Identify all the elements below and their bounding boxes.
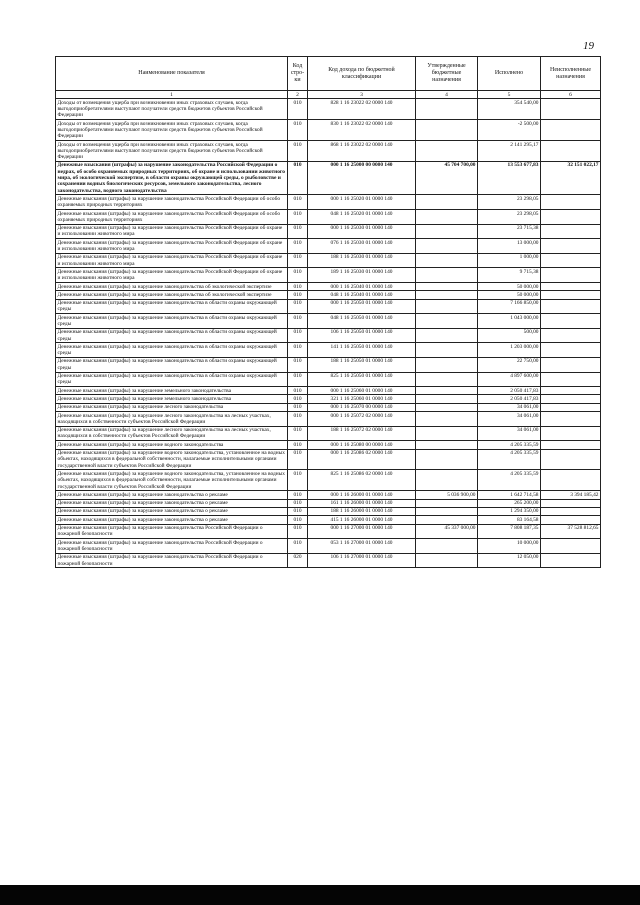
row-executed: 2 141 295,17 bbox=[478, 141, 541, 162]
row-approved bbox=[416, 314, 478, 329]
row-name: Денежные взыскания (штрафы) за нарушение законодательства Российской Федерации о пожарной безопасности bbox=[56, 539, 288, 554]
table-row bbox=[56, 412, 601, 427]
row-executed: 4 205 335,59 bbox=[478, 441, 541, 449]
row-line-code: 010 bbox=[288, 268, 308, 283]
row-approved bbox=[416, 99, 478, 120]
row-line-code: 010 bbox=[288, 239, 308, 254]
row-approved bbox=[416, 291, 478, 299]
row-budget-code: 161 1 16 26000 01 0000 140 bbox=[308, 499, 416, 507]
row-executed: 1 203 000,00 bbox=[478, 343, 541, 358]
row-executed: 83 164,58 bbox=[478, 516, 541, 524]
row-line-code: 010 bbox=[288, 372, 308, 387]
row-line-code: 010 bbox=[288, 516, 308, 524]
row-unexecuted bbox=[541, 539, 601, 554]
row-executed: 34 061,00 bbox=[478, 412, 541, 427]
row-budget-code: 830 1 16 23022 02 0000 140 bbox=[308, 120, 416, 141]
table-row bbox=[56, 387, 601, 395]
row-approved bbox=[416, 210, 478, 225]
row-budget-code: 053 1 16 27000 01 0000 140 bbox=[308, 539, 416, 554]
row-executed: 22 750,00 bbox=[478, 357, 541, 372]
row-line-code: 020 bbox=[288, 553, 308, 568]
row-name: Денежные взыскания (штрафы) за нарушение водного законодательства, установленное на водных объектах, находящихся в федеральной собственности, налагаемые исполнительными органами государственной власти субъектов Российской Федерации bbox=[56, 470, 288, 491]
row-name: Доходы от возмещения ущерба при возникновении иных страховых случаев, когда выгодоприобретателями выступают получатели средств бюджетов субъектов Российской Федерации bbox=[56, 99, 288, 120]
row-executed: 265 200,00 bbox=[478, 499, 541, 507]
row-budget-code: 048 1 16 25020 01 0000 140 bbox=[308, 210, 416, 225]
header-unexecuted: Неисполненные назначения bbox=[541, 57, 601, 91]
table-row bbox=[56, 224, 601, 239]
row-budget-code: 106 1 16 25050 01 0000 140 bbox=[308, 328, 416, 343]
table-row bbox=[56, 195, 601, 210]
row-approved: 45 337 000,00 bbox=[416, 524, 478, 539]
row-name: Денежные взыскания (штрафы) за нарушение законодательства в области охраны окружающей среды bbox=[56, 299, 288, 314]
row-line-code: 010 bbox=[288, 99, 308, 120]
row-budget-code: 188 1 16 25050 01 0000 140 bbox=[308, 357, 416, 372]
row-budget-code: 048 1 16 25040 01 0000 140 bbox=[308, 291, 416, 299]
row-unexecuted: 3 394 185,42 bbox=[541, 491, 601, 499]
table-row bbox=[56, 141, 601, 162]
row-name: Денежные взыскания (штрафы) за нарушение законодательства Российской Федерации об особо охраняемых природных территориях bbox=[56, 210, 288, 225]
row-name: Денежные взыскания (штрафы) за нарушение лесного законодательства на лесных участках, находящихся в собственности субъектов Российской Федерации bbox=[56, 426, 288, 441]
row-budget-code: 000 1 16 25080 00 0000 140 bbox=[308, 441, 416, 449]
row-name: Денежные взыскания (штрафы) за нарушение земельного законодательства bbox=[56, 395, 288, 403]
row-name: Денежные взыскания (штрафы) за нарушение законодательства в области охраны окружающей среды bbox=[56, 357, 288, 372]
row-unexecuted bbox=[541, 395, 601, 403]
scan-bottom-edge bbox=[0, 885, 640, 905]
row-approved bbox=[416, 403, 478, 411]
row-executed: 7 808 187,35 bbox=[478, 524, 541, 539]
row-unexecuted bbox=[541, 224, 601, 239]
row-executed: 4 897 600,00 bbox=[478, 372, 541, 387]
row-executed: 500,00 bbox=[478, 328, 541, 343]
row-executed: 1 000,00 bbox=[478, 253, 541, 268]
row-line-code: 010 bbox=[288, 291, 308, 299]
header-row bbox=[56, 57, 601, 91]
row-line-code: 010 bbox=[288, 161, 308, 194]
row-executed: 13 000,00 bbox=[478, 239, 541, 254]
row-unexecuted bbox=[541, 343, 601, 358]
row-unexecuted bbox=[541, 291, 601, 299]
row-unexecuted bbox=[541, 99, 601, 120]
row-approved bbox=[416, 299, 478, 314]
row-name: Денежные взыскания (штрафы) за нарушение законодательства Российской Федерации о недрах, об особо охраняемых природных территориях, об охране и использовании животного мира, об экологической экспертизе, в области охраны окружающей среды, о рыболовстве и сохранении водных биологических ресурсов, земельного законодательства, лесного законодательства, водного законодательства bbox=[56, 161, 288, 194]
table-row bbox=[56, 99, 601, 120]
row-budget-code: 188 1 16 25072 02 0000 140 bbox=[308, 426, 416, 441]
row-unexecuted bbox=[541, 403, 601, 411]
row-budget-code: 321 1 16 25060 01 0000 140 bbox=[308, 395, 416, 403]
row-approved bbox=[416, 516, 478, 524]
row-executed: 7 166 850,00 bbox=[478, 299, 541, 314]
table-row bbox=[56, 253, 601, 268]
row-unexecuted bbox=[541, 268, 601, 283]
row-line-code: 010 bbox=[288, 357, 308, 372]
row-unexecuted bbox=[541, 449, 601, 470]
row-unexecuted bbox=[541, 328, 601, 343]
row-name: Денежные взыскания (штрафы) за нарушение законодательства Российской Федерации о пожарной безопасности bbox=[56, 553, 288, 568]
row-executed: -2 500,00 bbox=[478, 120, 541, 141]
row-line-code: 010 bbox=[288, 120, 308, 141]
row-line-code: 010 bbox=[288, 141, 308, 162]
row-executed: 2 050 417,83 bbox=[478, 395, 541, 403]
table-row bbox=[56, 524, 601, 539]
column-number: 3 bbox=[308, 91, 416, 99]
row-executed: 354 540,00 bbox=[478, 99, 541, 120]
row-name: Денежные взыскания (штрафы) за нарушение законодательства о рекламе bbox=[56, 516, 288, 524]
row-budget-code: 188 1 16 25030 01 0000 140 bbox=[308, 253, 416, 268]
row-approved bbox=[416, 357, 478, 372]
row-budget-code: 189 1 16 25030 01 0000 140 bbox=[308, 268, 416, 283]
row-executed: 10 000,00 bbox=[478, 539, 541, 554]
row-approved bbox=[416, 283, 478, 291]
header-budget-code: Код дохода по бюджетной классификации bbox=[308, 57, 416, 91]
row-name: Денежные взыскания (штрафы) за нарушение законодательства в области охраны окружающей среды bbox=[56, 314, 288, 329]
row-executed: 23 298,05 bbox=[478, 210, 541, 225]
row-executed: 4 205 335,59 bbox=[478, 449, 541, 470]
table-row bbox=[56, 239, 601, 254]
row-name: Денежные взыскания (штрафы) за нарушение лесного законодательства bbox=[56, 403, 288, 411]
row-approved bbox=[416, 268, 478, 283]
row-approved: 5 036 900,00 bbox=[416, 491, 478, 499]
column-number: 2 bbox=[288, 91, 308, 99]
row-line-code: 010 bbox=[288, 195, 308, 210]
table-row bbox=[56, 516, 601, 524]
row-unexecuted bbox=[541, 314, 601, 329]
table-row bbox=[56, 539, 601, 554]
row-line-code: 010 bbox=[288, 328, 308, 343]
row-approved bbox=[416, 328, 478, 343]
row-budget-code: 000 1 16 25072 02 0000 140 bbox=[308, 412, 416, 427]
row-unexecuted bbox=[541, 283, 601, 291]
row-line-code: 010 bbox=[288, 210, 308, 225]
row-unexecuted bbox=[541, 141, 601, 162]
header-line-code: Код стро-ки bbox=[288, 57, 308, 91]
row-budget-code: 415 1 16 26000 01 0000 140 bbox=[308, 516, 416, 524]
row-line-code: 010 bbox=[288, 441, 308, 449]
row-approved bbox=[416, 499, 478, 507]
row-line-code: 010 bbox=[288, 412, 308, 427]
row-name: Денежные взыскания (штрафы) за нарушение законодательства Российской Федерации об охране и использовании животного мира bbox=[56, 224, 288, 239]
row-executed: 4 205 335,59 bbox=[478, 470, 541, 491]
row-budget-code: 048 1 16 25050 01 0000 140 bbox=[308, 314, 416, 329]
row-line-code: 010 bbox=[288, 470, 308, 491]
row-budget-code: 000 1 16 25040 01 0000 140 bbox=[308, 283, 416, 291]
revenue-report-table bbox=[55, 56, 601, 568]
row-line-code: 010 bbox=[288, 283, 308, 291]
row-unexecuted bbox=[541, 253, 601, 268]
row-name: Денежные взыскания (штрафы) за нарушение законодательства Российской Федерации о пожарной безопасности bbox=[56, 524, 288, 539]
row-name: Денежные взыскания (штрафы) за нарушение водного законодательства bbox=[56, 441, 288, 449]
row-budget-code: 000 1 16 27000 01 0000 140 bbox=[308, 524, 416, 539]
row-executed: 50 000,00 bbox=[478, 291, 541, 299]
table-row bbox=[56, 357, 601, 372]
page-number: 19 bbox=[583, 40, 594, 52]
row-unexecuted bbox=[541, 195, 601, 210]
row-executed: 23 298,05 bbox=[478, 195, 541, 210]
row-name: Денежные взыскания (штрафы) за нарушение водного законодательства, установленное на водных объектах, находящихся в федеральной собственности, налагаемые исполнительными органами государственной власти субъектов Российской Федерации bbox=[56, 449, 288, 470]
row-executed: 23 715,38 bbox=[478, 224, 541, 239]
column-number: 4 bbox=[416, 91, 478, 99]
row-executed: 1 294 350,00 bbox=[478, 507, 541, 515]
table-row bbox=[56, 403, 601, 411]
column-number: 5 bbox=[478, 91, 541, 99]
table-row bbox=[56, 507, 601, 515]
row-approved bbox=[416, 449, 478, 470]
row-approved bbox=[416, 441, 478, 449]
row-budget-code: 000 1 16 25086 02 0000 140 bbox=[308, 449, 416, 470]
row-unexecuted bbox=[541, 299, 601, 314]
row-approved bbox=[416, 507, 478, 515]
row-approved bbox=[416, 343, 478, 358]
row-approved bbox=[416, 412, 478, 427]
row-approved bbox=[416, 395, 478, 403]
row-name: Денежные взыскания (штрафы) за нарушение законодательства Российской Федерации об особо охраняемых природных территориях bbox=[56, 195, 288, 210]
row-approved bbox=[416, 120, 478, 141]
row-unexecuted bbox=[541, 357, 601, 372]
table-row bbox=[56, 499, 601, 507]
row-name: Денежные взыскания (штрафы) за нарушение законодательства о рекламе bbox=[56, 507, 288, 515]
row-unexecuted bbox=[541, 507, 601, 515]
row-approved bbox=[416, 470, 478, 491]
column-number: 1 bbox=[56, 91, 288, 99]
row-executed: 13 553 677,83 bbox=[478, 161, 541, 194]
row-name: Денежные взыскания (штрафы) за нарушение лесного законодательства на лесных участках, находящихся в собственности субъектов Российской Федерации bbox=[56, 412, 288, 427]
row-unexecuted bbox=[541, 499, 601, 507]
row-line-code: 010 bbox=[288, 343, 308, 358]
row-name: Денежные взыскания (штрафы) за нарушение законодательства в области охраны окружающей среды bbox=[56, 343, 288, 358]
table-row bbox=[56, 372, 601, 387]
row-line-code: 010 bbox=[288, 299, 308, 314]
row-approved bbox=[416, 387, 478, 395]
table-row bbox=[56, 343, 601, 358]
row-approved: 45 704 700,00 bbox=[416, 161, 478, 194]
row-name: Денежные взыскания (штрафы) за нарушение законодательства Российской Федерации об охране и использовании животного мира bbox=[56, 253, 288, 268]
row-line-code: 010 bbox=[288, 403, 308, 411]
row-executed: 34 061,00 bbox=[478, 403, 541, 411]
row-name: Денежные взыскания (штрафы) за нарушение законодательства о рекламе bbox=[56, 499, 288, 507]
row-unexecuted bbox=[541, 210, 601, 225]
row-line-code: 010 bbox=[288, 524, 308, 539]
table-row bbox=[56, 268, 601, 283]
row-budget-code: 106 1 16 27000 01 0000 140 bbox=[308, 553, 416, 568]
row-budget-code: 000 1 16 25030 01 0000 140 bbox=[308, 224, 416, 239]
row-name: Доходы от возмещения ущерба при возникновении иных страховых случаев, когда выгодоприобретателями выступают получатели средств бюджетов субъектов Российской Федерации bbox=[56, 141, 288, 162]
row-line-code: 010 bbox=[288, 507, 308, 515]
row-executed: 9 715,38 bbox=[478, 268, 541, 283]
row-unexecuted bbox=[541, 553, 601, 568]
row-line-code: 010 bbox=[288, 539, 308, 554]
table-row bbox=[56, 470, 601, 491]
row-line-code: 010 bbox=[288, 314, 308, 329]
table-row bbox=[56, 328, 601, 343]
row-line-code: 010 bbox=[288, 449, 308, 470]
column-number-row bbox=[56, 91, 601, 99]
table-row bbox=[56, 426, 601, 441]
row-unexecuted bbox=[541, 516, 601, 524]
row-line-code: 010 bbox=[288, 395, 308, 403]
row-approved bbox=[416, 239, 478, 254]
row-unexecuted bbox=[541, 120, 601, 141]
row-line-code: 010 bbox=[288, 426, 308, 441]
row-executed: 34 061,00 bbox=[478, 426, 541, 441]
row-name: Денежные взыскания (штрафы) за нарушение законодательства об экологической экспертизе bbox=[56, 291, 288, 299]
table-row bbox=[56, 314, 601, 329]
row-approved bbox=[416, 224, 478, 239]
row-approved bbox=[416, 141, 478, 162]
row-unexecuted: 37 528 812,65 bbox=[541, 524, 601, 539]
table-row bbox=[56, 120, 601, 141]
row-line-code: 010 bbox=[288, 387, 308, 395]
row-approved bbox=[416, 426, 478, 441]
table-row bbox=[56, 210, 601, 225]
row-executed: 12 050,00 bbox=[478, 553, 541, 568]
row-budget-code: 828 1 16 23022 02 0000 140 bbox=[308, 99, 416, 120]
row-executed: 1 043 000,00 bbox=[478, 314, 541, 329]
row-unexecuted bbox=[541, 441, 601, 449]
row-line-code: 010 bbox=[288, 499, 308, 507]
row-budget-code: 825 1 16 25086 02 0000 140 bbox=[308, 470, 416, 491]
table-row bbox=[56, 553, 601, 568]
row-unexecuted bbox=[541, 426, 601, 441]
table-row bbox=[56, 449, 601, 470]
row-unexecuted bbox=[541, 470, 601, 491]
row-executed: 50 000,00 bbox=[478, 283, 541, 291]
row-budget-code: 000 1 16 25020 01 0000 140 bbox=[308, 195, 416, 210]
row-line-code: 010 bbox=[288, 491, 308, 499]
row-approved bbox=[416, 195, 478, 210]
row-unexecuted bbox=[541, 372, 601, 387]
row-approved bbox=[416, 539, 478, 554]
row-budget-code: 868 1 16 23022 02 0000 140 bbox=[308, 141, 416, 162]
row-unexecuted: 32 151 022,17 bbox=[541, 161, 601, 194]
row-unexecuted bbox=[541, 387, 601, 395]
report-body bbox=[56, 99, 601, 568]
row-budget-code: 076 1 16 25030 01 0000 140 bbox=[308, 239, 416, 254]
table-row bbox=[56, 491, 601, 499]
row-line-code: 010 bbox=[288, 253, 308, 268]
row-budget-code: 000 1 16 25000 00 0000 140 bbox=[308, 161, 416, 194]
row-executed: 2 050 417,83 bbox=[478, 387, 541, 395]
header-executed: Исполнено bbox=[478, 57, 541, 91]
row-unexecuted bbox=[541, 412, 601, 427]
row-approved bbox=[416, 553, 478, 568]
row-name: Денежные взыскания (штрафы) за нарушение земельного законодательства bbox=[56, 387, 288, 395]
row-name: Денежные взыскания (штрафы) за нарушение законодательства в области охраны окружающей среды bbox=[56, 372, 288, 387]
row-budget-code: 000 1 16 25070 00 0000 140 bbox=[308, 403, 416, 411]
table-row bbox=[56, 395, 601, 403]
row-budget-code: 000 1 16 25060 01 0000 140 bbox=[308, 387, 416, 395]
row-approved bbox=[416, 253, 478, 268]
row-line-code: 010 bbox=[288, 224, 308, 239]
table-row bbox=[56, 161, 601, 194]
table-row bbox=[56, 291, 601, 299]
row-budget-code: 000 1 16 25050 01 0000 140 bbox=[308, 299, 416, 314]
table-row bbox=[56, 283, 601, 291]
row-budget-code: 188 1 16 26000 01 0000 140 bbox=[308, 507, 416, 515]
header-approved: Утвержденные бюджетные назначения bbox=[416, 57, 478, 91]
row-name: Денежные взыскания (штрафы) за нарушение законодательства Российской Федерации об охране и использовании животного мира bbox=[56, 268, 288, 283]
row-name: Денежные взыскания (штрафы) за нарушение законодательства о рекламе bbox=[56, 491, 288, 499]
row-unexecuted bbox=[541, 239, 601, 254]
row-budget-code: 825 1 16 25050 01 0000 140 bbox=[308, 372, 416, 387]
row-budget-code: 000 1 16 26000 01 0000 140 bbox=[308, 491, 416, 499]
row-approved bbox=[416, 372, 478, 387]
row-executed: 1 642 714,58 bbox=[478, 491, 541, 499]
table-row bbox=[56, 441, 601, 449]
row-name: Денежные взыскания (штрафы) за нарушение законодательства Российской Федерации об охране и использовании животного мира bbox=[56, 239, 288, 254]
row-name: Доходы от возмещения ущерба при возникновении иных страховых случаев, когда выгодоприобретателями выступают получатели средств бюджетов субъектов Российской Федерации bbox=[56, 120, 288, 141]
header-name: Наименование показателя bbox=[56, 57, 288, 91]
row-name: Денежные взыскания (штрафы) за нарушение законодательства об экологической экспертизе bbox=[56, 283, 288, 291]
row-name: Денежные взыскания (штрафы) за нарушение законодательства в области охраны окружающей среды bbox=[56, 328, 288, 343]
row-budget-code: 141 1 16 25050 01 0000 140 bbox=[308, 343, 416, 358]
column-number: 6 bbox=[541, 91, 601, 99]
table-row bbox=[56, 299, 601, 314]
